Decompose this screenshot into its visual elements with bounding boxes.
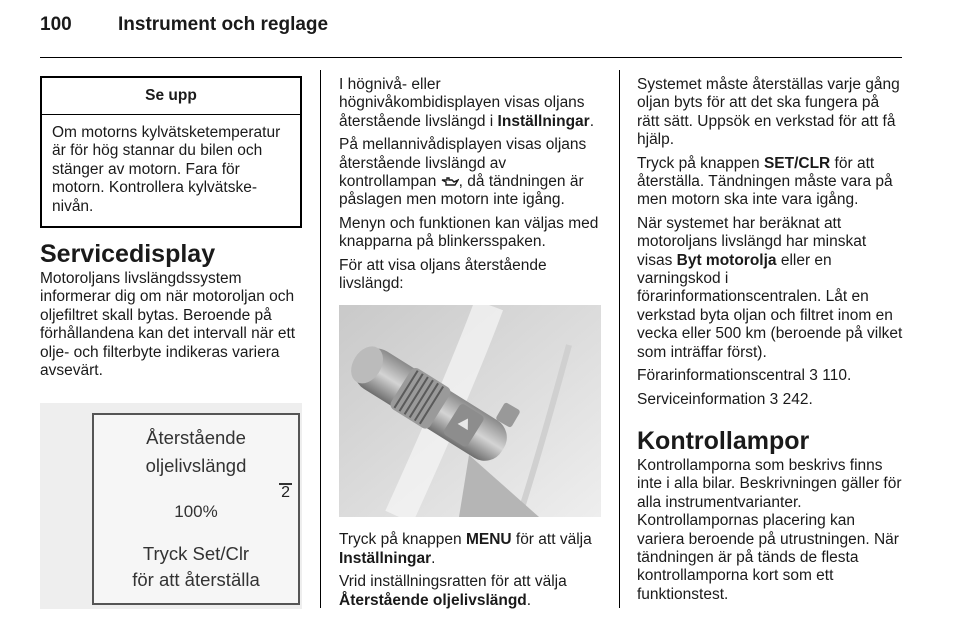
warning-text: Om motorns kylvätsketemperatur är för hög stannar du bilen och stänger av motorn. Fara för motorn. Kontrollera kylvätske-nivån. — [52, 124, 281, 215]
text-run: Vrid inställningsratten för att välja — [339, 573, 567, 591]
paragraph-reset-system: Systemet måste återställas varje gång oljan byts för att det ska fungera på rätt sätt. Uppsök en verkstad för att få hjälp. — [637, 76, 900, 149]
warning-box — [40, 76, 302, 228]
text-run: eller en varningskod i förarinformationscentralen. Låt en verkstad byta oljan och filtret inom en vecka eller 500 km (beroende på vilket som inträffar först). — [637, 251, 903, 361]
text-run: På mellannivådisplayen visas oljans återstående livslängd av kontrollampan — [339, 136, 587, 191]
column-3 — [637, 76, 905, 609]
display-line-remaining: Återstående — [146, 427, 246, 449]
display-line-oil-life: oljelivslängd — [145, 455, 247, 477]
bold-settings: Inställningar — [339, 549, 432, 567]
text-run: , då tändningen är påslagen men motorn inte igång. — [339, 173, 584, 209]
bold-remaining-oil-life: Återstående oljelivslängd — [339, 591, 527, 609]
paragraph-mid-level-display — [339, 136, 602, 210]
oil-can-icon — [441, 177, 459, 187]
display-screen — [92, 413, 300, 605]
reference-driver-info-centre[interactable] — [637, 367, 905, 385]
column-2 — [339, 76, 602, 615]
display-line-press: Tryck Set/Clr — [142, 543, 250, 565]
paragraph-show-oil-life: För att visa oljans återstående livslängd: — [339, 256, 547, 293]
reference-text: Förarinformationscentral — [637, 367, 805, 385]
text-run: I högnivå- eller högnivåkombidisplayen visas oljans återstående livslängd i — [339, 76, 585, 130]
reference-page: 110. — [822, 367, 852, 385]
header-title: Instrument och reglage — [118, 14, 329, 35]
reference-service-info[interactable] — [637, 391, 905, 409]
text-run: . — [431, 549, 436, 567]
servicedisplay-paragraph: Motoroljans livslängdssystem informerar dig om när motoroljan och oljefiltret skall bytas. Beroende på förhållandena kan det intervall när ett olje- och filterbyte indikeras variera avsevärt. — [40, 270, 296, 380]
reference-page: 242. — [782, 390, 813, 408]
reference-text: Serviceinformation — [637, 390, 766, 408]
text-run: . — [589, 112, 595, 130]
paragraph-change-oil — [637, 215, 905, 362]
text-run: Tryck på knappen — [637, 154, 764, 172]
text-run: för att välja — [511, 531, 592, 549]
column-divider-2 — [619, 70, 620, 608]
text-run: . — [526, 591, 532, 609]
turn-signal-lever-photo — [339, 305, 601, 517]
section-heading-servicedisplay: Servicedisplay — [40, 240, 216, 269]
kontrollampor-paragraph: Kontrollamporna som beskrivs finns inte i alla bilar. Beskrivningen gäller för alla instrumentvarianter. Kontrollampornas placering kan variera beroende på utrustningen. När tändningen är på tänds de flesta kontrollamporna kort som ett funktionstest. — [637, 456, 902, 603]
paragraph-high-level-display — [339, 76, 602, 131]
bold-change-oil: Byt motorolja — [676, 251, 777, 269]
paragraph-turn-dial — [339, 573, 602, 610]
column-1 — [40, 76, 302, 609]
display-page-icon: 2 — [281, 484, 290, 502]
lever-illustration — [339, 305, 601, 517]
service-display-illustration — [40, 403, 302, 609]
column-divider-1 — [320, 70, 321, 608]
section-heading-kontrollampor: Kontrollampor — [637, 426, 810, 455]
page-reference-arrow-icon: 3 — [769, 390, 779, 408]
bold-set-clr: SET/CLR — [763, 154, 831, 172]
bold-settings: Inställningar — [497, 112, 590, 130]
text-run: för att återställa. Tändningen måste vara på men motorn ska inte vara igång. — [637, 154, 893, 209]
text-run: När systemet har beräknat att motoroljans livslängd har minskat visas — [637, 214, 867, 269]
text-run: Tryck på knappen — [339, 531, 466, 549]
paragraph-menu-buttons: Menyn och funktionen kan väljas med knapparna på blinkersspaken. — [339, 214, 599, 251]
warning-title: Se upp — [42, 78, 300, 115]
display-percent: 100% — [174, 502, 218, 522]
page-header — [40, 14, 328, 36]
bold-menu: MENU — [465, 531, 512, 549]
paragraph-press-menu — [339, 531, 602, 568]
page-reference-arrow-icon: 3 — [809, 367, 818, 385]
header-rule — [40, 57, 902, 58]
display-line-reset: för att återställa — [132, 569, 260, 591]
page-number: 100 — [40, 14, 72, 35]
paragraph-press-set-clr — [637, 155, 905, 210]
